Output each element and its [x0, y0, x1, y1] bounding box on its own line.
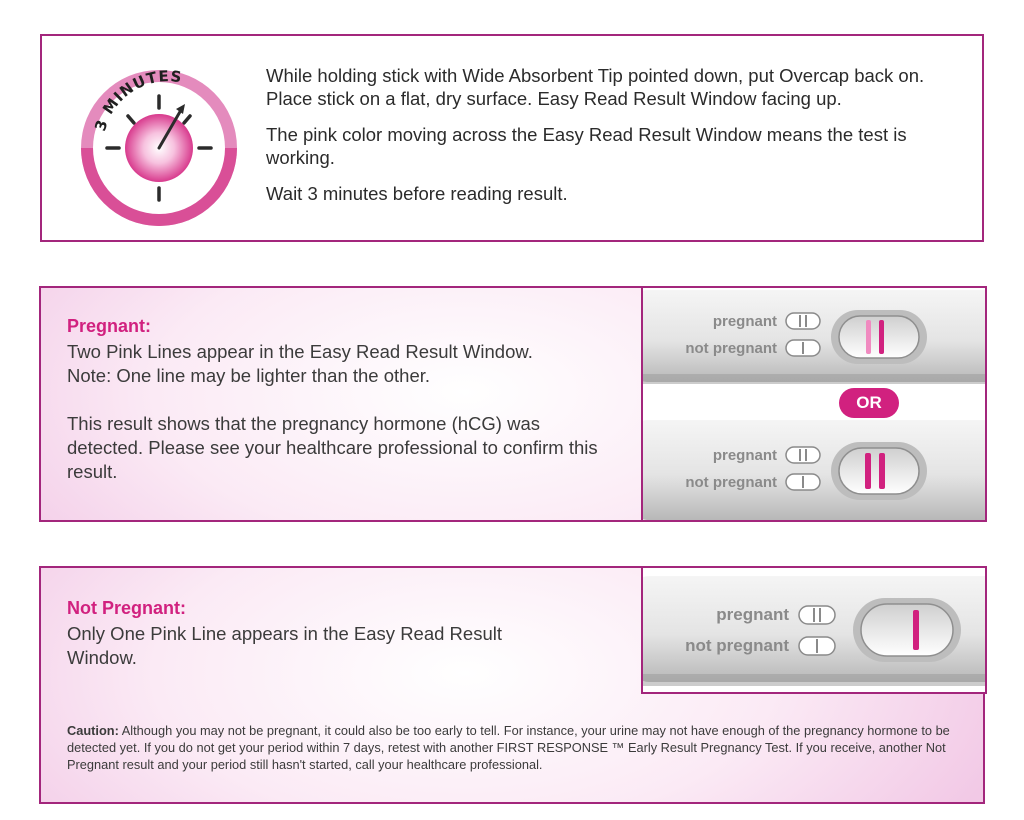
or-badge: OR	[839, 388, 899, 418]
stick2-label-pregnant: pregnant	[712, 447, 777, 464]
stick2-label-not-pregnant: not pregnant	[685, 474, 777, 491]
two-line-symbol-icon	[799, 606, 835, 624]
two-line-symbol-icon	[786, 313, 820, 329]
pregnant-line-1: Two Pink Lines appear in the Easy Read Result Window.	[67, 341, 533, 362]
test-stick-pair-illustration	[643, 288, 987, 522]
stick3-label-not-pregnant: not pregnant	[685, 636, 789, 655]
one-line-symbol-icon	[786, 340, 820, 356]
not-pregnant-test-stick-image	[641, 566, 987, 694]
timer-instructions-panel	[40, 34, 984, 242]
caution-text: Although you may not be pregnant, it could also be too early to tell. For instance, your urine may not have enough of the pregnancy hormone to be detected yet. If you do not get your period within 7 days, retest with another FIRST RESPONSE ™ Early Result Pregnancy Test. If you receive, another Not Pregnant result and your period still hasn't started, call your healthcare professional.	[67, 723, 950, 772]
timer-icon	[64, 46, 254, 236]
one-line-symbol-icon	[799, 637, 835, 655]
test-stick-single-illustration	[643, 568, 987, 694]
pregnant-test-sticks-image	[641, 286, 987, 522]
caution-note	[67, 722, 957, 773]
timer-step-1: While holding stick with Wide Absorbent Tip pointed down, put Overcap back on. Place stick on a flat, dry surface. Easy Read Result Window facing up.	[266, 65, 925, 109]
not-pregnant-description	[67, 622, 507, 670]
pregnant-title: Pregnant:	[67, 316, 152, 336]
caution-label: Caution:	[67, 723, 119, 738]
pregnant-line-2: Note: One line may be lighter than the other.	[67, 365, 431, 386]
timer-step-2: The pink color moving across the Easy Read Result Window means the test is working.	[266, 124, 907, 168]
stick1-label-not-pregnant: not pregnant	[685, 340, 777, 357]
two-line-symbol-icon	[786, 447, 820, 463]
stick1-label-pregnant: pregnant	[712, 313, 777, 330]
timer-steps	[266, 64, 966, 218]
not-pregnant-result-panel	[39, 566, 985, 804]
pregnant-result-panel	[39, 286, 985, 522]
stick3-label-pregnant: pregnant	[716, 605, 789, 624]
not-pregnant-title: Not Pregnant:	[67, 598, 186, 618]
pregnant-description	[67, 340, 607, 484]
timer-minutes-label: 3 MINUTES	[91, 67, 184, 134]
timer-step-3: Wait 3 minutes before reading result.	[266, 183, 568, 204]
one-line-symbol-icon	[786, 474, 820, 490]
not-pregnant-line-1: Only One Pink Line appears in the Easy Read Result Window.	[67, 623, 502, 668]
pregnant-line-3: This result shows that the pregnancy hormone (hCG) was detected. Please see your healthcare professional to confirm this result.	[67, 413, 598, 482]
